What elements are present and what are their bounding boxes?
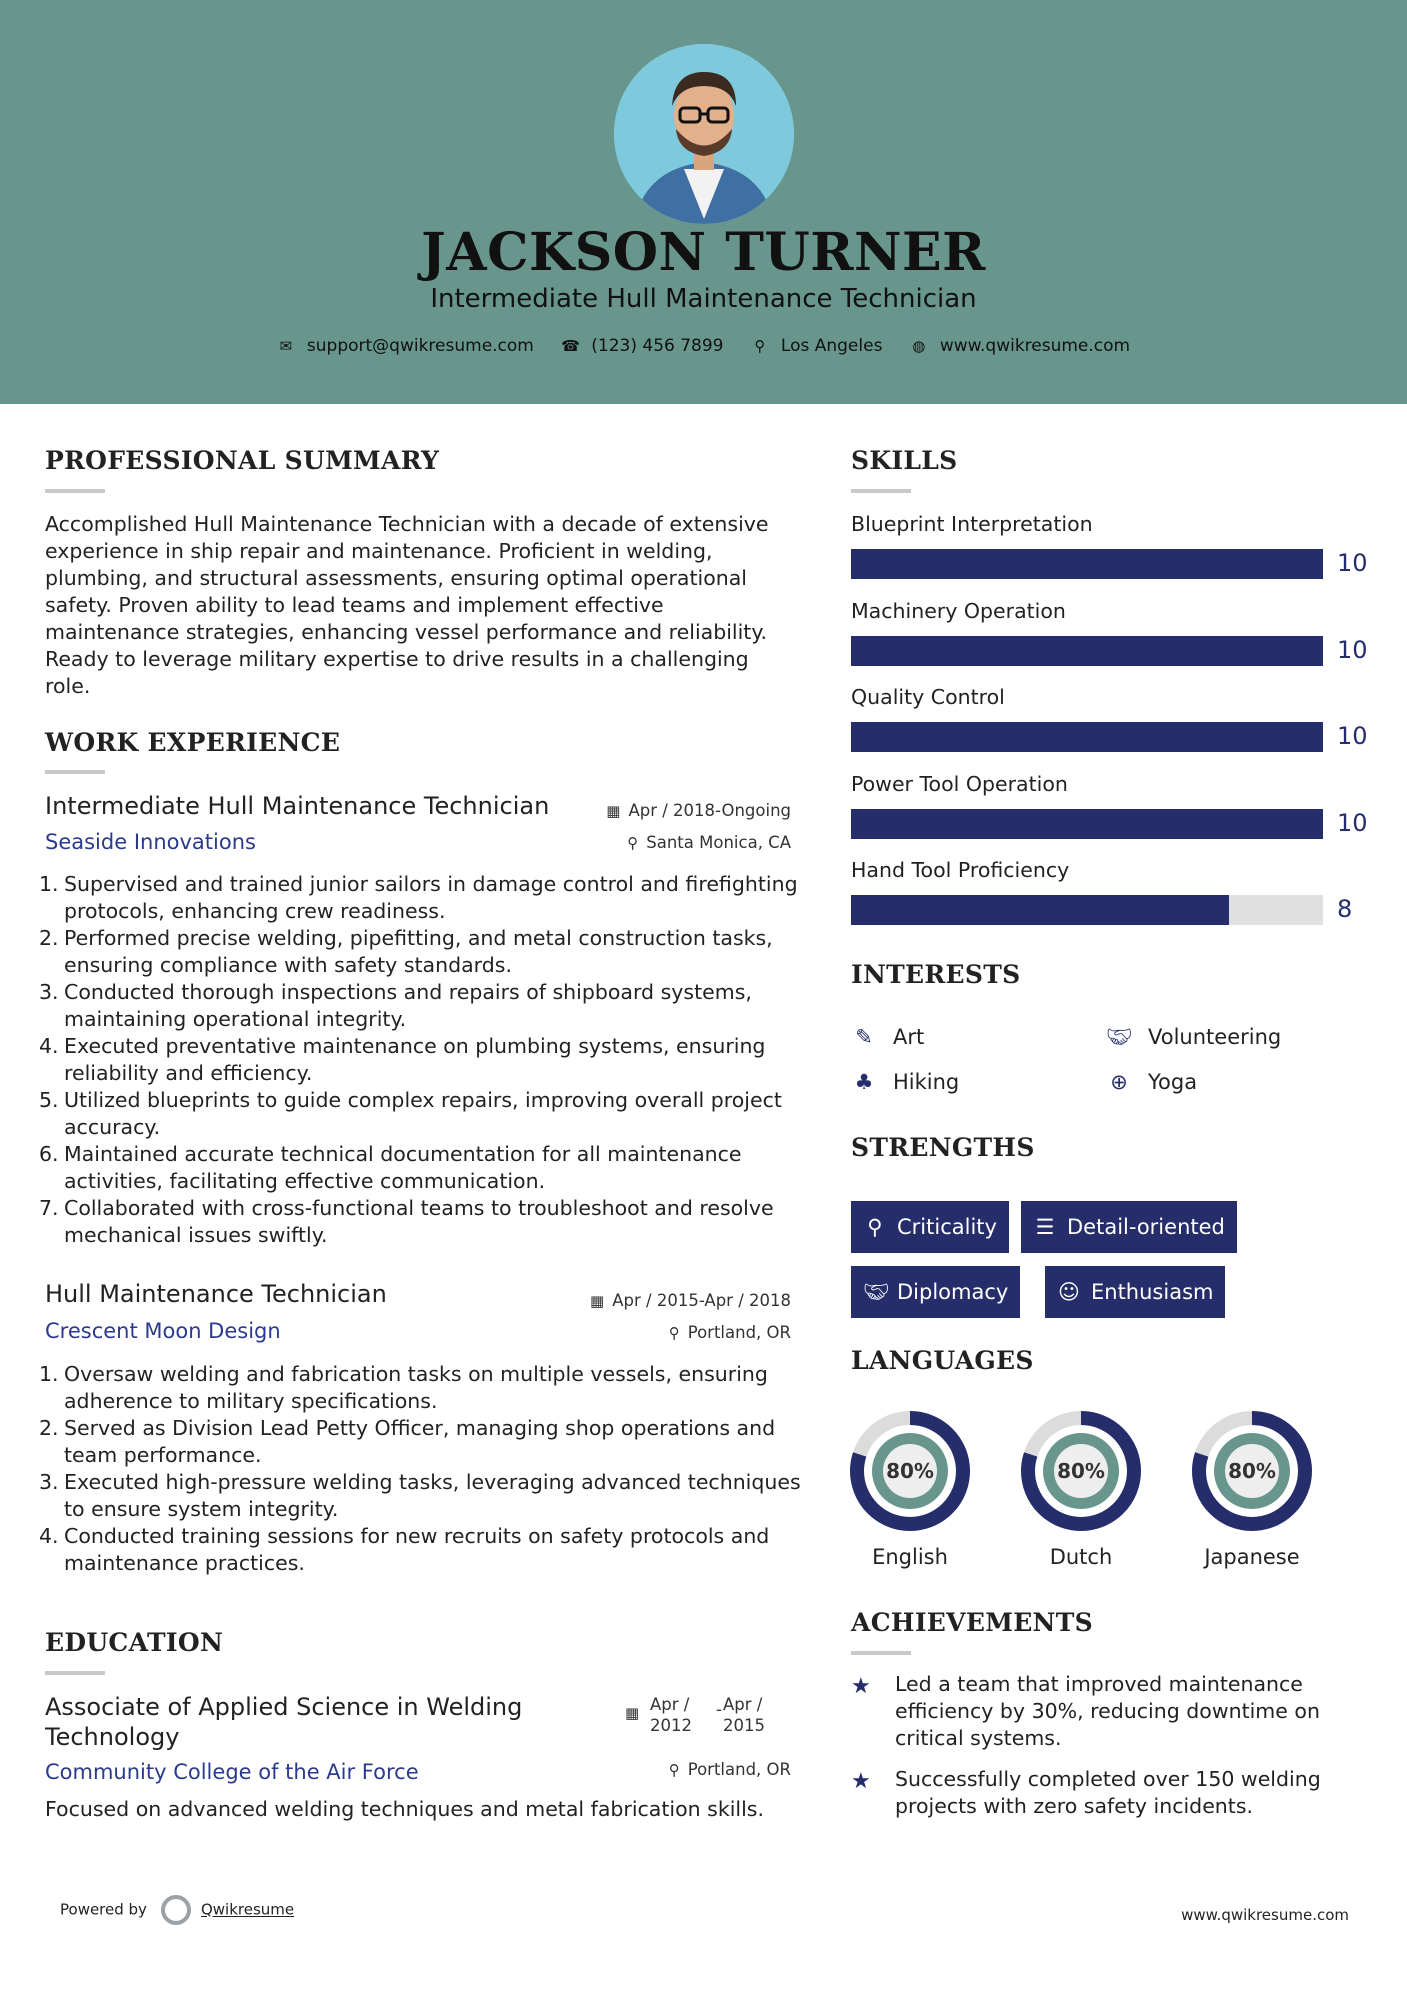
- resume-header: [0, 0, 1407, 404]
- list-item: 1. Oversaw welding and fabrication tasks on multiple vessels, ensuring adherence to military specifications.: [39, 1362, 768, 1413]
- job-location: [627, 833, 791, 852]
- map-pin-icon: ⚲: [754, 337, 766, 355]
- contact-email-text: support@qwikresume.com: [306, 336, 534, 356]
- language-name: Japanese: [1204, 1545, 1300, 1569]
- interests-heading: INTERESTS: [851, 960, 1021, 989]
- summary-heading: PROFESSIONAL SUMMARY: [45, 446, 440, 475]
- skill-value: 10: [1337, 635, 1368, 664]
- skill-name: Machinery Operation: [851, 598, 1066, 623]
- star-icon: ★: [851, 1674, 871, 1699]
- phone-icon: ☎: [561, 337, 580, 355]
- powered-by: [60, 1895, 294, 1925]
- skill-bar: [851, 809, 1323, 839]
- skill-value: 10: [1337, 549, 1368, 577]
- skill-bar-fill: [851, 722, 1323, 752]
- language-name: Dutch: [1049, 1545, 1113, 1569]
- pushpin-icon: ⚲: [627, 834, 639, 852]
- education-description: Focused on advanced welding techniques and metal fabrication skills.: [45, 1797, 764, 1821]
- degree-title: Associate of Applied Science in Welding Technology: [45, 1693, 523, 1751]
- job-dates: [590, 1291, 791, 1310]
- job-duties-list: [39, 1361, 805, 1577]
- envelope-icon: ✉: [279, 337, 293, 355]
- contact-phone[interactable]: [561, 336, 723, 356]
- language-percent: 80%: [1057, 1459, 1105, 1483]
- strength-chip: 🤝︎ Diplomacy: [851, 1266, 1020, 1318]
- job-location-text: Portland, OR: [687, 1323, 791, 1342]
- job-location-text: Santa Monica, CA: [646, 833, 791, 852]
- handshake-icon: 🤝︎: [1106, 1025, 1133, 1049]
- contact-bar: [0, 336, 1407, 356]
- achievement-item: ★ Led a team that improved maintenance efficiency by 30%, reducing downtime on critical systems.: [851, 1672, 1320, 1750]
- job-dates-text: Apr / 2015-Apr / 2018: [612, 1291, 791, 1310]
- list-item: 5. Utilized blueprints to guide complex repairs, improving overall project accuracy.: [39, 1088, 782, 1139]
- skill-name: Blueprint Interpretation: [851, 512, 1093, 536]
- skills-divider: [851, 489, 911, 493]
- language-ring: [1001, 1408, 1161, 1538]
- calendar-icon: ▦: [590, 1292, 605, 1310]
- contact-location: [751, 336, 883, 356]
- list-icon: ☰: [1035, 1215, 1055, 1239]
- skill-value: 10: [1337, 722, 1368, 750]
- qwikresume-logo-icon: [161, 1895, 191, 1925]
- education-start-date: Apr / 2012: [650, 1695, 692, 1735]
- job-dates-text: Apr / 2018-Ongoing: [628, 801, 791, 820]
- interest-item: ✎ Art: [851, 1025, 924, 1049]
- list-item: 4. Conducted training sessions for new recruits on safety protocols and maintenance practices.: [39, 1524, 770, 1575]
- school-name: Community College of the Air Force: [45, 1760, 419, 1784]
- skill-bar: [851, 722, 1323, 752]
- candidate-name: JACKSON TURNER: [421, 222, 986, 283]
- interest-item: ♣ Hiking: [851, 1070, 959, 1094]
- work-heading: WORK EXPERIENCE: [45, 728, 341, 757]
- education-location: [669, 1760, 791, 1779]
- strength-chip: ☺ Enthusiasm: [1045, 1266, 1225, 1318]
- languages-heading: LANGUAGES: [851, 1346, 1034, 1375]
- job-duties-list: [39, 871, 805, 1249]
- candidate-title: Intermediate Hull Maintenance Technician: [430, 284, 977, 314]
- job-location: [669, 1323, 791, 1342]
- skill-bar: [851, 636, 1323, 666]
- skill-name: Quality Control: [851, 685, 1005, 709]
- language-percent: 80%: [886, 1459, 934, 1483]
- brand-link[interactable]: Qwikresume: [200, 1900, 295, 1919]
- list-item: 7. Collaborated with cross-functional teams to troubleshoot and resolve mechanical issues swiftly.: [39, 1196, 774, 1247]
- language-percent: 80%: [1228, 1459, 1276, 1483]
- skill-bar-fill: [851, 895, 1229, 925]
- language-ring: [830, 1408, 990, 1538]
- star-icon: ★: [851, 1769, 871, 1794]
- pushpin-icon: ⚲: [668, 1761, 680, 1779]
- interest-item: ⊕ Yoga: [1106, 1070, 1197, 1094]
- education-divider: [45, 1671, 105, 1675]
- list-item: 4. Executed preventative maintenance on plumbing systems, ensuring reliability and efficiency.: [39, 1034, 766, 1085]
- language-ring-chart: [1001, 1408, 1161, 1534]
- globe-icon: ◍: [912, 337, 926, 355]
- achievements-divider: [851, 1651, 911, 1655]
- calendar-icon: ▦: [625, 1704, 640, 1722]
- summary-divider: [45, 489, 105, 493]
- education-end-date: Apr / 2015: [723, 1695, 765, 1735]
- search-icon: ⚲: [867, 1215, 883, 1239]
- skill-bar: [851, 895, 1323, 925]
- skill-bar-fill: [851, 809, 1323, 839]
- job-title: Hull Maintenance Technician: [45, 1280, 387, 1308]
- job-company: Crescent Moon Design: [45, 1319, 281, 1343]
- work-divider: [45, 770, 105, 774]
- summary-text: Accomplished Hull Maintenance Technician with a decade of extensive experience in ship repair and maintenance. Proficient in welding, plumbing, and structural assessments, ensuring optimal operational safety. Proven ability to lead teams and implement effective maintenance strategies, enhancing vessel performance and reliability. Ready to leverage military expertise to drive results in a challenging role.: [45, 512, 769, 698]
- profile-photo: [614, 44, 794, 224]
- skill-value: 10: [1337, 808, 1368, 837]
- job-company: Seaside Innovations: [45, 830, 256, 854]
- footer-website[interactable]: www.qwikresume.com: [1181, 1906, 1349, 1924]
- interest-item: 🤝︎ Volunteering: [1106, 1025, 1282, 1049]
- skill-name: Power Tool Operation: [851, 771, 1068, 796]
- person-photo-illustration: [614, 44, 794, 224]
- contact-website-text: www.qwikresume.com: [939, 336, 1131, 356]
- job-dates: [606, 801, 791, 820]
- achievements-heading: ACHIEVEMENTS: [851, 1608, 1093, 1637]
- contact-location-text: Los Angeles: [780, 336, 883, 356]
- list-item: 3. Executed high-pressure welding tasks, leveraging advanced techniques to ensure system integrity.: [39, 1470, 801, 1521]
- powered-by-text: Powered by: [60, 1900, 147, 1919]
- list-item: 2. Served as Division Lead Petty Officer, managing shop operations and team performance.: [39, 1416, 776, 1467]
- education-heading: EDUCATION: [45, 1628, 224, 1657]
- contact-phone-text: (123) 456 7899: [591, 336, 724, 356]
- strengths-heading: STRENGTHS: [851, 1133, 1035, 1162]
- skills-heading: SKILLS: [851, 446, 958, 475]
- strength-chip: ⚲ Criticality: [851, 1201, 1009, 1253]
- job-title: Intermediate Hull Maintenance Technician: [45, 792, 550, 820]
- contact-email[interactable]: [277, 336, 534, 356]
- achievement-item: ★ Successfully completed over 150 welding projects with zero safety incidents.: [851, 1767, 1321, 1818]
- paintbrush-icon: ✎: [855, 1025, 873, 1049]
- skill-bar-fill: [851, 636, 1323, 666]
- language-ring: [1172, 1408, 1332, 1538]
- education-date-separator: -: [716, 1700, 722, 1719]
- strength-chip: ☰ Detail-oriented: [1021, 1201, 1237, 1253]
- education-location-text: Portland, OR: [687, 1760, 791, 1779]
- language-ring-chart: [830, 1408, 990, 1534]
- list-item: 6. Maintained accurate technical documentation for all maintenance activities, facilitating effective communication.: [39, 1142, 742, 1193]
- smile-icon: ☺: [1058, 1280, 1080, 1304]
- tree-icon: ♣: [854, 1070, 874, 1094]
- skill-bar-fill: [851, 549, 1323, 579]
- contact-website[interactable]: [910, 336, 1130, 356]
- list-item: 2. Performed precise welding, pipefitting, and metal construction tasks, ensuring compliance with safety standards.: [39, 926, 773, 977]
- language-name: English: [872, 1545, 948, 1569]
- list-item: 1. Supervised and trained junior sailors in damage control and firefighting protocols, enhancing crew readiness.: [39, 872, 798, 923]
- skill-value: 8: [1337, 895, 1353, 923]
- skill-bar: [851, 549, 1323, 579]
- skill-name: Hand Tool Proficiency: [851, 858, 1070, 882]
- calendar-icon: ▦: [606, 802, 621, 820]
- language-ring-chart: [1172, 1408, 1332, 1534]
- list-item: 3. Conducted thorough inspections and repairs of shipboard systems, maintaining operational integrity.: [39, 980, 752, 1031]
- lifebuoy-icon: ⊕: [1110, 1070, 1128, 1094]
- pushpin-icon: ⚲: [668, 1324, 680, 1342]
- handshake-icon: 🤝︎: [863, 1280, 890, 1304]
